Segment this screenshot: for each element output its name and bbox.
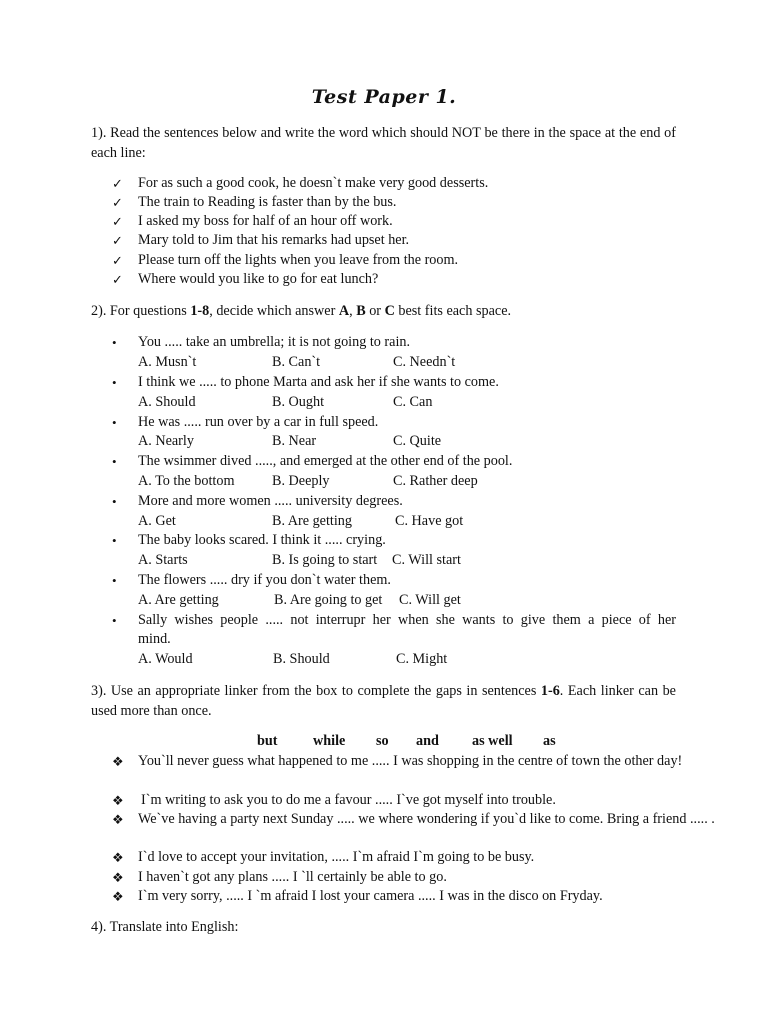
- list-item: ❖ I haven`t got any plans ..... I `ll certainly be able to go.: [112, 869, 447, 885]
- bullet-icon: •: [112, 375, 117, 390]
- bullet-icon: •: [112, 613, 117, 628]
- question-5-options: A. Get B. Are getting C. Have got: [138, 513, 464, 529]
- question-1-options: A. Musn`t B. Can`t C. Needn`t: [138, 354, 456, 370]
- diamond-bullet-icon: ❖: [112, 812, 124, 827]
- checkmark-icon: ✓: [112, 233, 123, 248]
- question-8-options: A. Would B. Should C. Might: [138, 651, 448, 667]
- question-8: • Sally wishes people ..... not interrupr her when she wants to give them a piece of her: [112, 612, 676, 628]
- question-5: • More and more women ..... university degrees.: [112, 493, 403, 509]
- bullet-icon: •: [112, 494, 117, 509]
- checkmark-icon: ✓: [112, 253, 123, 268]
- question-7: • The flowers ..... dry if you don`t water them.: [112, 572, 391, 588]
- question-6: • The baby looks scared. I think it ..... crying.: [112, 532, 386, 548]
- section-4-instruction: 4). Translate into English:: [91, 919, 239, 935]
- list-item: ✓ I asked my boss for half of an hour off work.: [112, 213, 393, 229]
- checkmark-icon: ✓: [112, 214, 123, 229]
- question-4: • The wsimmer dived ....., and emerged at the other end of the pool.: [112, 453, 513, 469]
- list-item: ✓ Please turn off the lights when you leave from the room.: [112, 252, 459, 268]
- list-item: ❖ I`m very sorry, ..... I `m afraid I lost your camera ..... I was in the disco on Fryday.: [112, 888, 603, 904]
- question-6-options: A. Starts B. Is going to start C. Will start: [138, 552, 461, 568]
- list-item: ❖ You`ll never guess what happened to me ..... I was shopping in the centre of town the other day!: [112, 753, 683, 769]
- linker-word: while: [313, 733, 346, 749]
- list-item: ✓ Mary told to Jim that his remarks had upset her.: [112, 232, 410, 248]
- linker-box: [0, 733, 768, 752]
- diamond-bullet-icon: ❖: [112, 754, 124, 769]
- checkmark-icon: ✓: [112, 195, 123, 210]
- question-4-options: A. To the bottom B. Deeply C. Rather deep: [138, 473, 478, 489]
- linker-word: so: [376, 733, 389, 749]
- diamond-bullet-icon: ❖: [112, 793, 124, 808]
- checkmark-icon: ✓: [112, 272, 123, 287]
- linker-word: and: [416, 733, 439, 749]
- linker-word: as: [543, 733, 556, 749]
- bullet-icon: •: [112, 454, 117, 469]
- list-item: ❖ We`ve having a party next Sunday ..... we where wondering if you`d like to come. Bring a friend ..... .: [112, 811, 715, 827]
- question-2-options: A. Should B. Ought C. Can: [138, 394, 433, 410]
- bullet-icon: •: [112, 335, 117, 350]
- diamond-bullet-icon: ❖: [112, 870, 124, 885]
- bullet-icon: •: [112, 533, 117, 548]
- question-3: • He was ..... run over by a car in full speed.: [112, 414, 379, 430]
- section-3-instruction: 3). Use an appropriate linker from the box to complete the gaps in sentences 1-6. Each linker can be used more than once.: [91, 683, 676, 719]
- list-item: ❖ I`d love to accept your invitation, ..... I`m afraid I`m going to be busy.: [112, 849, 535, 865]
- list-item: ✓ The train to Reading is faster than by the bus.: [112, 194, 397, 210]
- question-8-continuation: mind.: [138, 631, 171, 647]
- question-3-options: A. Nearly B. Near C. Quite: [138, 433, 442, 449]
- list-item: ✓ For as such a good cook, he doesn`t make very good desserts.: [112, 175, 489, 191]
- section-2-instruction: 2). For questions 1-8, decide which answer A, B or C best fits each space.: [91, 303, 512, 319]
- page-title: Test Paper 1.: [311, 86, 457, 108]
- bullet-icon: •: [112, 573, 117, 588]
- diamond-bullet-icon: ❖: [112, 850, 124, 865]
- bullet-icon: •: [112, 415, 117, 430]
- linker-word: as well: [472, 733, 513, 749]
- checkmark-icon: ✓: [112, 176, 123, 191]
- list-item: ✓ Where would you like to go for eat lunch?: [112, 271, 379, 287]
- question-2: • I think we ..... to phone Marta and ask her if she wants to come.: [112, 374, 499, 390]
- question-7-options: A. Are getting B. Are going to get C. Will get: [138, 592, 461, 608]
- question-1: • You ..... take an umbrella; it is not going to rain.: [112, 334, 411, 350]
- linker-word: but: [257, 733, 278, 749]
- diamond-bullet-icon: ❖: [112, 889, 124, 904]
- section-1-instruction: 1). Read the sentences below and write the word which should NOT be there in the space at the end of each line:: [91, 125, 676, 161]
- list-item: ❖ I`m writing to ask you to do me a favour ..... I`ve got myself into trouble.: [112, 792, 556, 808]
